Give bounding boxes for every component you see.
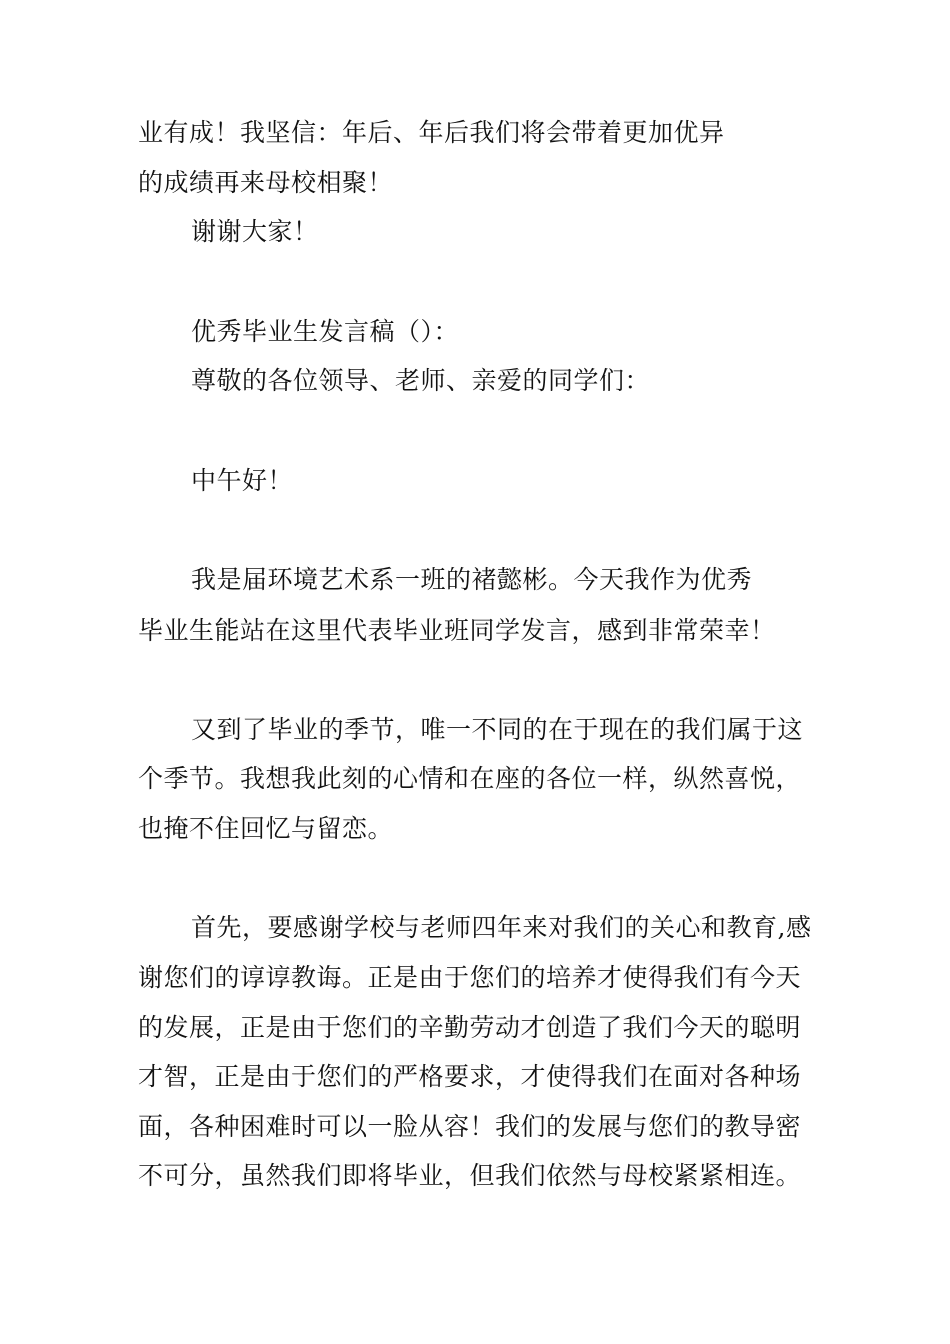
text-line: 谢您们的谆谆教诲。正是由于您们的培养才使得我们有今天 [138,963,802,992]
text-line: 又到了毕业的季节，唯一不同的在于现在的我们属于这 [191,715,804,744]
text-line: 业有成！我坚信：年后、年后我们将会带着更加优异 [138,118,725,147]
text-line: 谢谢大家！ [191,217,319,246]
heading-line: 优秀毕业生发言稿（）： [191,317,460,346]
text-line: 的发展，正是由于您们的辛勤劳动才创造了我们今天的聪明 [138,1013,802,1042]
greeting-line: 中午好！ [191,466,294,495]
text-line: 不可分，虽然我们即将毕业，但我们依然与母校紧紧相连。 [138,1161,802,1190]
text-line: 面，各种困难时可以一脸从容！我们的发展与您们的教导密 [138,1112,802,1141]
text-line: 个季节。我想我此刻的心情和在座的各位一样，纵然喜悦， [138,764,802,793]
text-line: 首先，要感谢学校与老师四年来对我们的关心和教育,感 [191,913,812,942]
salutation-line: 尊敬的各位领导、老师、亲爱的同学们： [191,366,651,395]
text-line: 我是届环境艺术系一班的褚懿彬。今天我作为优秀 [191,565,753,594]
text-line: 也掩不住回忆与留恋。 [138,814,394,843]
text-line: 的成绩再来母校相聚！ [138,168,394,197]
text-line: 毕业生能站在这里代表毕业班同学发言，感到非常荣幸！ [138,616,776,645]
text-line: 才智，正是由于您们的严格要求，才使得我们在面对各种场 [138,1062,802,1091]
